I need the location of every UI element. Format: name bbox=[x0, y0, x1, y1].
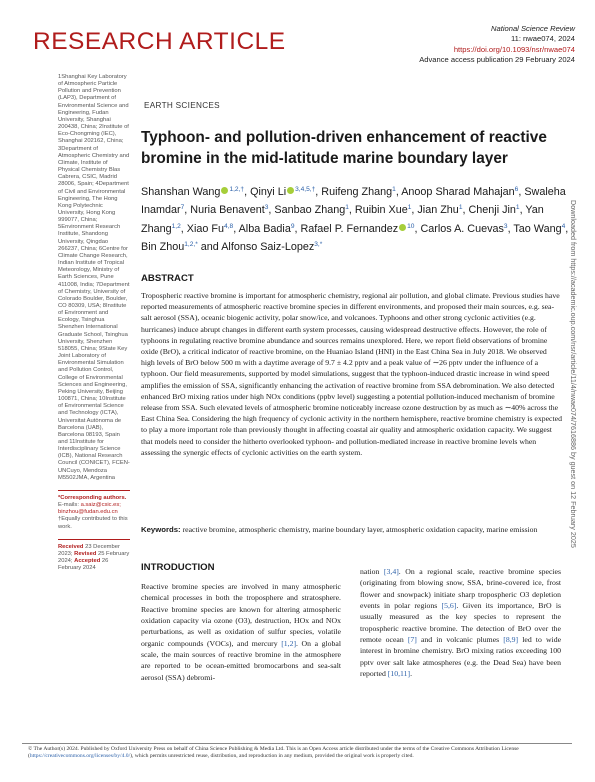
introduction-heading: INTRODUCTION bbox=[141, 562, 215, 573]
author[interactable] bbox=[321, 186, 396, 198]
corr-text: E-mails: bbox=[58, 502, 79, 509]
author-name: Anoop Sharad Mahajan bbox=[401, 186, 515, 198]
author-list: Shanshan Wang $^{1,2,\dagger}$, Qinyi Li $^{3,4,5,\dagger}$, Ruifeng Zhang$^1$, Anoop Sharad Mahajan$^6$, Swaleha Inamdar$^7$, Nuria Benavent$^3$, Sanbao Zhang$^1$, Ruibin Xue$^1$, Jian Zhu$^1$, Chenji Jin$^1$, Yan Zhang$^{1,2}$, Xiao Fu$^{4,8}$, Alba Badia$^9$, Rafael P. Fernandez $^{10}$, Carlos A. Cuevas$^3$, Tao Wang$^4$, Bin Zhou$^{1,2,*}$ and Alfonso Saiz-Lopez$^{3,*}$ bbox=[141, 186, 569, 254]
orcid-icon[interactable] bbox=[287, 187, 294, 194]
affiliation-sup[interactable]: 1 bbox=[392, 186, 396, 193]
author[interactable] bbox=[513, 223, 565, 235]
received-label: Received bbox=[58, 543, 84, 550]
affiliation-sup[interactable]: 3 bbox=[264, 204, 269, 212]
author[interactable] bbox=[187, 223, 233, 235]
author[interactable] bbox=[274, 204, 349, 216]
author[interactable] bbox=[141, 241, 198, 253]
equal-contrib-note: †Equally contributed to this work. bbox=[58, 516, 128, 530]
download-watermark: Downloaded from https://academic.oup.com/nsr/article/11/4/nwae074/7616886 by guest on 12 February 2025 bbox=[569, 200, 578, 548]
author[interactable] bbox=[239, 223, 295, 235]
author-name: Qinyi Li bbox=[250, 186, 287, 198]
author-name: Alfonso Saiz-Lopez bbox=[221, 241, 315, 254]
intro-column-2: nation [3,4]. On a regional scale, reactive bromine species (originating from blowing snow, SSA, brine-covered ice, frost flower and snowpack) initiate sharp tropospheric O3 depletion events in polar regions [5,6]. Given its importance, BrO is usually measured as the key species to represent the tropospheric reactive bromine. The detection of BrO over the remote ocean [7] and in volcanic plumes [8,9] led to wide interest in bromine chemistry. BrO mixing ratios exceeding 100 pptv over salt lake atmospheres (e.g. the Dead Sea) have been reported [10,11]. bbox=[360, 567, 562, 679]
sidebar-affiliations bbox=[58, 74, 130, 572]
license-footer: © The Author(s) 2024. Published by Oxford University Press on behalf of China Science Publishing & Media Ltd. This is an Open Access article distributed under the terms of the Creative Commons Attribution License (https://creativecommons.org/licenses/by/4.0/), which permits unrestricted reuse, distribution, and reproduction in any medium, provided the original work is properly cited. bbox=[28, 746, 519, 760]
author[interactable] bbox=[250, 186, 315, 198]
keywords-text: reactive bromine, atmospheric chemistry, marine boundary layer, atmospheric oxidation capacity, marine emission bbox=[182, 525, 538, 534]
author-name: Chenji Jin bbox=[468, 204, 516, 217]
accepted-label: Accepted bbox=[74, 558, 101, 564]
license-link[interactable]: https://creativecommons.org/licenses/by/4.0/ bbox=[29, 753, 131, 760]
affiliations-text: 1Shanghai Key Laboratory of Atmospheric Particle Pollution and Prevention (LAP3), Department of Environmental Science and Engineering, Fudan University, Shanghai 200438, China; 2Institute of Eco-Chongming (IEC), Shanghai 202162, China; 3Department of Atmospheric Chemistry and Climate, Institute of Physical Chemistry Blas Cabrera, CSIC, Madrid 28006, Spain; 4Department of Civil and Environmental Engineering, The Hong Kong Polytechnic University, Hong Kong 999077, China; 5Environment Research Institute, Shandong University, Qingdao 266237, China; 6Centre for Climate Change Research, Indian Institute of Tropical Meteorology, Ministry of Earth Sciences, Pune 411008, India; 7Department of Chemistry, University of Colorado Boulder, Boulder, CO 80309, USA; 8Institute of Environment and Ecology, Tsinghua Shenzhen International Graduate School, Tsinghua University, Shenzhen 518055, China; 9State Key Joint Laboratory of Environmental Simulation and Pollution Control, College of Environmental Sciences and Engineering, Peking University, Beijing 100871, China; 10Institute of Environmental Science and Technology (ICTA), Universitat Autònoma de Barcelona (UAB), Barcelona 08193, Spain and 11Institute for Interdisciplinary Science (ICB), National Research Council (CONICET), FCEN-UNCuyo, Mendoza M5502JMA, Argentina bbox=[58, 74, 130, 481]
email-link-1[interactable]: a.saiz@csic.es; bbox=[80, 502, 121, 509]
author-name: Sanbao Zhang bbox=[274, 204, 346, 217]
author-name: Ruibin Xue bbox=[354, 204, 408, 217]
author-name: Swaleha Inamdar bbox=[141, 186, 566, 217]
doi-link[interactable]: https://doi.org/10.1093/nsr/nwae074 bbox=[453, 44, 575, 54]
abstract-heading: ABSTRACT bbox=[141, 273, 194, 284]
affiliation-sup[interactable]: 1,2,* bbox=[184, 241, 198, 249]
affiliation-sup[interactable]: 4,8 bbox=[224, 222, 234, 230]
journal-header bbox=[419, 24, 575, 65]
author-name: Rafael P. Fernandez bbox=[300, 222, 399, 235]
revised-label: Revised bbox=[74, 550, 97, 557]
affiliation-sup[interactable]: 1 bbox=[458, 204, 463, 212]
revised-date: 25 February 2024; bbox=[58, 550, 130, 564]
affiliation-sup[interactable]: 4 bbox=[561, 222, 566, 230]
author[interactable] bbox=[401, 186, 518, 198]
volume-line: 11: nwae074, 2024 bbox=[510, 34, 575, 44]
affiliation-sup[interactable]: 3,4,5,† bbox=[295, 186, 316, 193]
abstract-text: Tropospheric reactive bromine is important for atmospheric chemistry, regional air pollution, and global climate. Previous studies have reported measurements of atmospheric reactive bromine species in different environments, and proposed their main sources, e.g. sea-salt aerosol (SSA), oceanic biogenic activity, polar snow/ice, and volcanoes. Typhoons and other strong cyclonic activities (e.g. hurricanes) induce abrupt changes in different earth system processes, causing widespread destructive effects. However, the role of typhoons in regulating reactive bromine abundance and sources remains unexplored. Here, we report field observations of bromine oxide (BrO), a critical indicator of reactive bromine, on the Huaniao Island (HNI) in the East China Sea in July 2018. We observed high levels of BrO below 500 m with a daytime average of 9.7 ± 4.2 pptv and a peak value of ∼26 pptv under the influence of a typhoon. Our field measurements, supported by model simulations, suggest that the typhoon-induced drastic increase in wind speed amplifies the emission of SSA, significantly enhancing the activation of reactive bromine from SSA debromination. We also detected enhanced BrO mixing ratios under high NOx conditions (ppbv level) suggesting a potential pollution-induced mechanism of bromine release from SSA. Such elevated levels of atmospheric bromine noticeably increase ozone destruction by as much as ∼40% across the East China Sea. Considering the high frequency of cyclonic activity in the northern hemisphere, reactive bromine chemistry is expected to play a more important role than previously thought in affecting coastal air quality and atmospheric oxidation capacity. We suggest that models need to consider the hitherto overlooked typhoon- and pollution-mediated increase in reactive bromine levels when assessing the synergic effects of cyclonic activities on the earth system. bbox=[141, 291, 562, 457]
affiliation-sup[interactable]: 1 bbox=[407, 204, 412, 212]
author-name: Bin Zhou bbox=[141, 241, 185, 254]
journal-name: National Science Review bbox=[491, 24, 575, 33]
sidebar-divider bbox=[58, 539, 130, 540]
citation-link[interactable]: [8,9] bbox=[503, 635, 519, 645]
author-name: Carlos A. Cuevas bbox=[420, 222, 504, 235]
affiliation-sup[interactable]: 1,2,† bbox=[229, 186, 245, 193]
email-link-2[interactable]: binzhou@fudan.edu.cn bbox=[58, 509, 118, 516]
affiliation-sup[interactable]: 1 bbox=[345, 204, 349, 212]
author-name: Alba Badia bbox=[238, 222, 291, 235]
received-date: 23 December 2023; bbox=[58, 543, 120, 557]
corresponding-authors bbox=[58, 495, 130, 531]
orcid-icon[interactable] bbox=[221, 187, 228, 194]
citation-link[interactable]: [1,2] bbox=[281, 638, 297, 648]
author[interactable] bbox=[301, 223, 415, 235]
affiliation-sup[interactable]: 9 bbox=[290, 222, 295, 230]
affiliation-sup[interactable]: 1 bbox=[515, 204, 520, 212]
author-name: Shanshan Wang bbox=[141, 186, 221, 198]
author-name: Yan Zhang bbox=[141, 204, 544, 235]
affiliation-sup[interactable]: 1,2 bbox=[171, 222, 181, 230]
affiliation-sup[interactable]: 10 bbox=[407, 222, 415, 230]
affiliation-sup[interactable]: 3,* bbox=[314, 241, 323, 249]
advance-access-line: Advance access publication 29 February 2024 bbox=[419, 54, 575, 64]
article-dates bbox=[58, 544, 130, 573]
author[interactable] bbox=[141, 186, 244, 198]
keywords-label: Keywords: bbox=[141, 525, 181, 534]
affiliation-sup[interactable]: 7 bbox=[180, 204, 185, 212]
author[interactable] bbox=[417, 204, 462, 216]
citation-link[interactable]: [5,6] bbox=[441, 601, 457, 611]
subject-section: EARTH SCIENCES bbox=[144, 101, 220, 110]
sidebar-divider bbox=[58, 490, 130, 491]
author-name: Xiao Fu bbox=[186, 222, 225, 235]
author[interactable] bbox=[420, 223, 507, 235]
author[interactable] bbox=[190, 204, 268, 216]
citation-link[interactable]: [3,4] bbox=[383, 567, 399, 576]
citation-link[interactable]: [7] bbox=[407, 635, 417, 645]
author-name: Tao Wang bbox=[513, 222, 562, 235]
author[interactable] bbox=[469, 204, 520, 216]
article-type-banner: RESEARCH ARTICLE bbox=[33, 28, 286, 55]
keywords-block bbox=[141, 524, 562, 535]
orcid-icon[interactable] bbox=[399, 224, 406, 231]
footer-divider bbox=[22, 743, 572, 744]
affiliation-sup[interactable]: 3 bbox=[503, 222, 508, 230]
citation-link[interactable]: [10,11] bbox=[387, 669, 411, 679]
article-title: Typhoon- and pollution-driven enhancement of reactive bromine in the mid-latitude marine boundary layer bbox=[141, 129, 547, 167]
intro-column-1: Reactive bromine species are involved in many atmospheric chemical processes in both the troposphere and stratosphere. Reactive bromine species are known for altering atmospheric oxidation capacity via ozone (O3), destruction, HOx and NOx perturbations, as well as oxidation of sulfur species, volatile organic compounds (VOCs), and mercury [1,2]. On a global scale, the main sources of reactive bromine in the atmosphere are reported to be ocean-emitted bromocarbons and sea-salt aerosol (SSA) debromi- bbox=[141, 582, 341, 682]
affiliation-sup[interactable]: 6 bbox=[514, 186, 519, 193]
author[interactable] bbox=[221, 241, 322, 253]
author[interactable] bbox=[355, 204, 412, 216]
corr-label: *Corresponding authors. bbox=[58, 494, 127, 501]
author-name: Jian Zhu bbox=[417, 204, 459, 217]
author-name: Nuria Benavent bbox=[190, 204, 265, 217]
accepted-date: 26 February 2024 bbox=[58, 558, 109, 572]
author-name: Ruifeng Zhang bbox=[321, 186, 393, 198]
